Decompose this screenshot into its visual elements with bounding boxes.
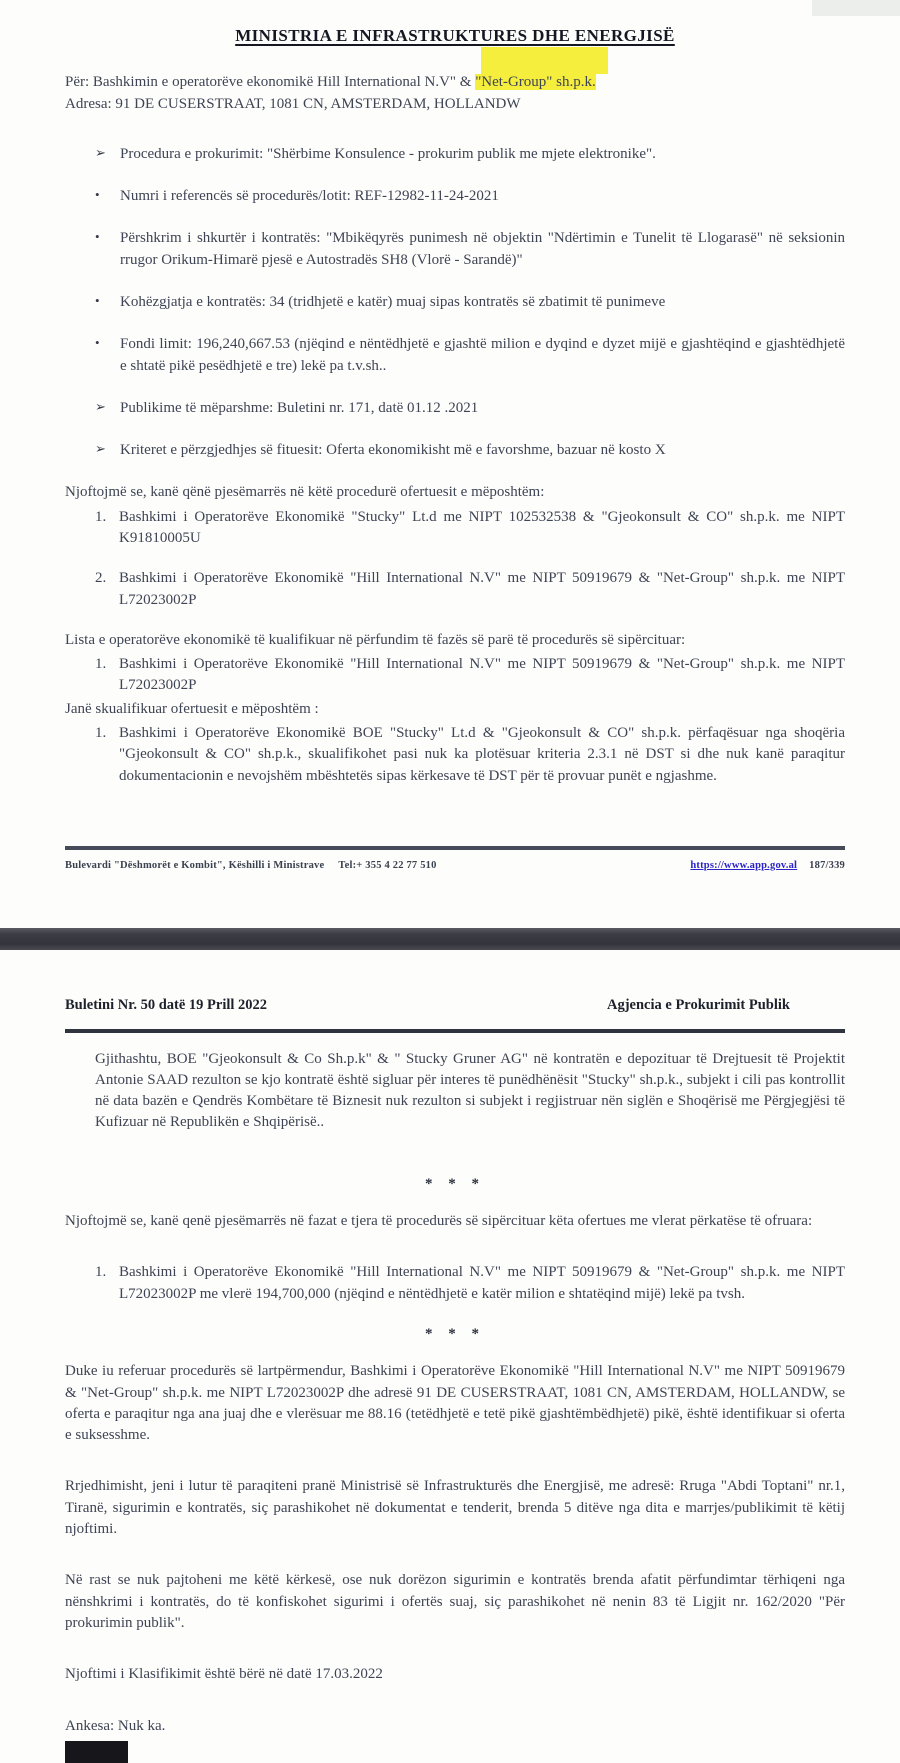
arrow-bullet-icon: ➢ [95, 144, 106, 160]
arrow-bullet-icon: ➢ [95, 441, 106, 457]
dot-bullet-icon: • [95, 187, 100, 203]
bullet-item [95, 186, 845, 207]
footer-page-ref: 187/339 [809, 860, 845, 871]
classification-notice-line: Njoftimi i Klasifikimit është bërë në datë 17.03.2022 [65, 1666, 383, 1683]
bullet-item [95, 440, 845, 461]
bullet-text: Numri i referencës së procedurës/lotit: REF-12982-11-24-2021 [120, 188, 499, 205]
bulletin-number: Buletini Nr. 50 datë 19 Prill 2022 [65, 997, 268, 1013]
bullet-item [95, 228, 845, 271]
bullet-item [95, 398, 845, 419]
header-divider [65, 1029, 845, 1033]
participant-item [95, 507, 845, 550]
addressee-line [65, 72, 845, 93]
bulletin-header [65, 995, 845, 1016]
dot-bullet-icon: • [95, 292, 100, 308]
page-footer [65, 846, 845, 874]
page-title: MINISTRIA E INFRASTRUKTURES DHE ENERGJISË [235, 26, 675, 45]
participant-text: Bashkimi i Operatorëve Ekonomikë "Stucky" Lt.d me NIPT 102532538 & "Gjeokonsult & CO" sh.p.k. me NIPT K91810005U [119, 508, 845, 546]
paragraph-offers-intro: Njoftojmë se, kanë qenë pjesëmarrës në fazat e tjera të procedurës së sipërcituar këta ofertues me vlerat përkatëse të ofruara: [65, 1213, 813, 1230]
dot-bullet-icon: • [95, 335, 100, 351]
footer-row [65, 859, 845, 874]
scan-artifact-bottom-left [65, 1741, 128, 1763]
bullet-list [65, 144, 845, 462]
list-number: 1. [95, 508, 107, 525]
bullet-text: Kohëzgjatja e kontratës: 34 (tridhjetë e katër) muaj sipas kontratës së zbatimit të punimeve [120, 293, 666, 310]
bullet-text: Publikime të mëparshme: Buletini nr. 171, datë 01.12 .2021 [120, 399, 479, 416]
list-number: 2. [95, 570, 107, 587]
disqualified-text: Bashkimi i Operatorëve Ekonomikë BOE "Stucky" Lt.d & "Gjeokonsult & CO" sh.p.k. përfaqësuar nga shoqëria "Gjeokonsult & CO" sh.p.k., skualifikohet pasi nuk ka plotësuar kriteria 2.3.1 në DST si dhe nuk kanë paraqitur dokumentacionin e nevojshëm mbështetës sipas kërkesave të DST për të provuar punët e ngjashme. [119, 725, 845, 784]
disqualified-item [95, 723, 845, 787]
participants-intro: Njoftojmë se, kanë qënë pjesëmarrës në këtë procedurë ofertuesit e mëposhtëm: [65, 484, 545, 501]
document-page-2 [0, 950, 900, 1763]
participant-item [95, 568, 845, 611]
bullet-item [95, 334, 845, 377]
addressee-prefix: Për: Bashkimin e operatorëve ekonomikë Hill International N.V" & [65, 74, 476, 91]
footer-address: Bulevardi "Dëshmorët e Kombit", Këshilli i Ministrave [65, 860, 325, 871]
highlight-marker: "Net-Group" sh.p.k. [475, 74, 596, 91]
page-separator-band [0, 928, 900, 950]
qualified-intro: Lista e operatorëve ekonomikë të kualifikuar në përfundim të fazës së parë të procedurës së sipërcituar: [65, 631, 686, 648]
qualified-item [95, 654, 845, 697]
footer-telephone: Tel:+ 355 4 22 77 510 [338, 860, 437, 871]
disqualified-intro: Janë skualifikuar ofertuesit e mëposhtëm : [65, 700, 319, 717]
list-number: 1. [95, 656, 107, 673]
qualified-text: Bashkimi i Operatorëve Ekonomikë "Hill International N.V" me NIPT 50919679 & "Net-Group" sh.p.k. me NIPT L72023002P [119, 656, 845, 694]
bullet-text: Kriteret e përzgjedhjes së fituesit: Oferta ekonomikisht më e favorshme, bazuar në kosto X [120, 442, 666, 459]
list-number: 1. [95, 1264, 107, 1281]
offer-text: Bashkimi i Operatorëve Ekonomikë "Hill International N.V" me NIPT 50919679 & "Net-Group" sh.p.k. me NIPT L72023002P me vlerë 194,700,000 (njëqind e nëntëdhjetë e katër milion e shtatëqind mijë) lekë pa tvsh. [119, 1264, 845, 1302]
asterisk-separator: * * * [425, 1325, 485, 1342]
address-line: Adresa: 91 DE CUSERSTRAAT, 1081 CN, AMSTERDAM, HOLLANDW [65, 96, 521, 113]
appeals-line: Ankesa: Nuk ka. [65, 1717, 166, 1734]
dot-bullet-icon: • [95, 229, 100, 245]
asterisk-separator: * * * [425, 1175, 485, 1192]
paragraph-forfeit-warning: Në rast se nuk pajtoheni me këtë kërkesë, ose nuk dorëzon sigurimin e kontratës brenda afatit përfundimtar tërhiqeni nga nënshkrimi i kontratës, do të konfiskohet sigurimi i ofertës suaj, siç parashikohet në nenin 83 të Ligjit nr. 162/2020 "Për prokurimin publik". [65, 1572, 845, 1631]
footer-link[interactable]: https://www.app.gov.al [690, 860, 798, 871]
paragraph-contract-signing: Rrjedhimisht, jeni i lutur të paraqiteni pranë Ministrisë së Infrastrukturës dhe Energjisë, me adresë: Rruga "Abdi Toptani" nr.1, Tiranë, sigurimin e kontratës, siç parashikohet në dokumentat e tenderit, brenda 5 ditëve nga dita e marrjes/publikimit të këtij njoftimi. [65, 1478, 845, 1538]
bullet-text: Përshkrim i shkurtër i kontratës: "Mbikëqyrës punimesh në objektin "Ndërtimin e Tunelit të Llogarasë" në seksionin rrugor Orikum-Himarë pjesë e Autostradës SH8 (Vlorë - Sarandë)" [120, 230, 845, 268]
participant-text: Bashkimi i Operatorëve Ekonomikë "Hill International N.V" me NIPT 50919679 & "Net-Group" sh.p.k. me NIPT L72023002P [119, 570, 845, 608]
arrow-bullet-icon: ➢ [95, 398, 106, 414]
paragraph-contract-note: Gjithashtu, BOE "Gjeokonsult & Co Sh.p.k" & " Stucky Gruner AG" në kontratën e depozituar të Drejtuesit të Projektit Antonie SAAD rezulton se kjo kontratë është sigluar për interes të punëdhënësit "Stucky" sh.p.k., subjekt i cili pas kontrollit në data bazën e Qendrës Kombëtare të Biznesit nuk rezulton si subjekt i regjistruar nën siglën e Shoqërisë me Përgjegjësi të Kufizuar në Republikën e Shqipërisë.. [95, 1050, 845, 1131]
list-number: 1. [95, 725, 107, 742]
paragraph-winning-offer: Duke iu referuar procedurës së lartpërmendur, Bashkimi i Operatorëve Ekonomikë "Hill International N.V" me NIPT 50919679 & "Net-Group" sh.p.k. me NIPT L72023002P dhe adresë 91 DE CUSERSTRAAT, 1081 CN, AMSTERDAM, HOLLANDW, se oferta e paraqitur nga ana juaj dhe e vlerësuar me 88.16 (tetëdhjetë e tetë pikë gjashtëmbëdhjetë) pikë, është identifikuar si oferta e suksesshme. [65, 1363, 845, 1444]
offer-item [95, 1262, 845, 1305]
bullet-item [95, 144, 845, 165]
footer-divider [65, 846, 845, 850]
bullet-text: Fondi limit: 196,240,667.53 (njëqind e nëntëdhjetë e gjashtë milion e dyqind e dyzet mijë e gjashtëqind e gjashtëdhjetë e shtatë pikë pesëdhjetë e tre) lekë pa t.v.sh.. [120, 336, 845, 374]
bullet-text: Procedura e prokurimit: "Shërbime Konsulence - prokurim publik me mjete elektronike". [120, 145, 656, 162]
bullet-item [95, 292, 845, 313]
agency-name: Agjencia e Prokurimit Publik [607, 997, 790, 1013]
